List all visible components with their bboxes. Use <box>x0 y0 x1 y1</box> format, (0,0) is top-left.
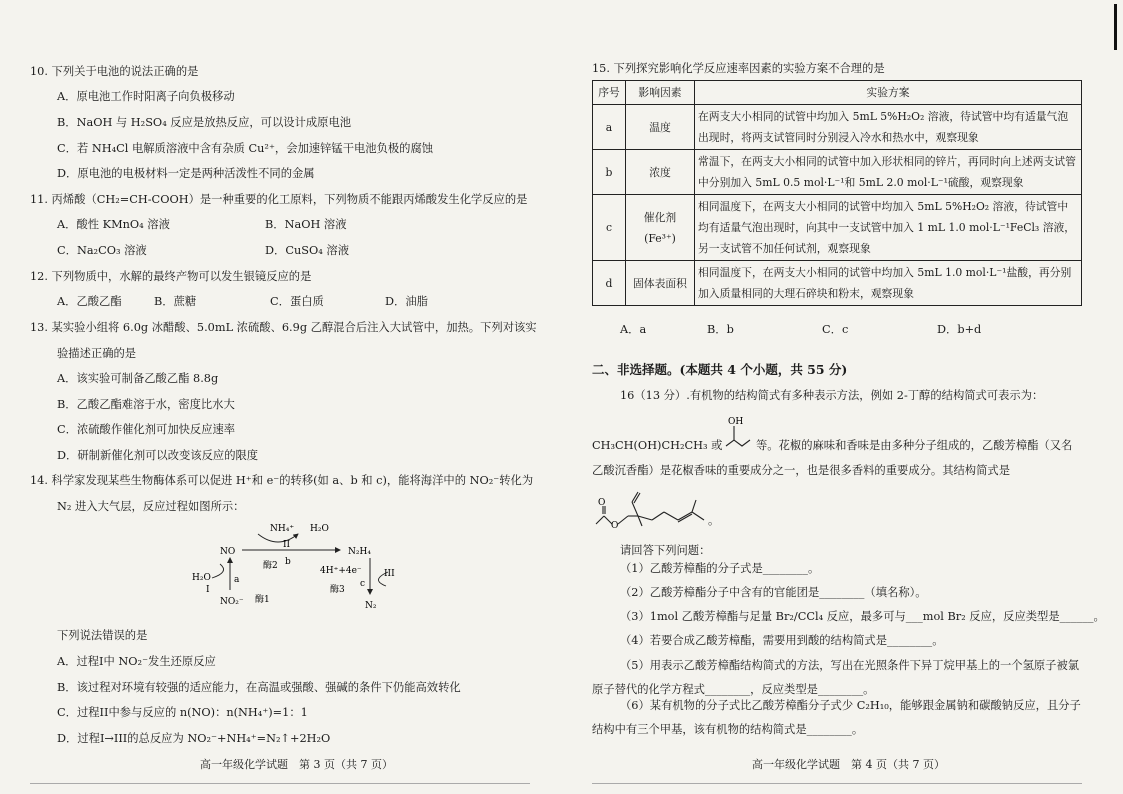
page-4-footer: 高一年级化学试题 第 4 页（共 7 页） <box>752 758 945 771</box>
label-iii: III <box>384 569 395 579</box>
q16-sub2: （2）乙酸芳樟酯分子中含有的官能团是________（填名称）。 <box>620 586 927 599</box>
table-row <box>593 261 1082 306</box>
q13-option-b: B．乙酸乙酯难溶于水，密度比水大 <box>57 398 235 411</box>
q14-question: 下列说法错误的是 <box>57 629 148 642</box>
q15-option-b: B．b <box>707 323 734 336</box>
q12-stem: 12. 下列物质中，水解的最终产物可以发生银镜反应的是 <box>30 270 312 283</box>
label-oh: OH <box>728 417 744 427</box>
q14-option-d: D．过程I→III的总反应为 NO₂⁻+NH₄⁺=N₂↑+2H₂O <box>57 732 331 745</box>
q10-stem: 10. 下列关于电池的说法正确的是 <box>30 65 199 78</box>
table-row <box>593 105 1082 150</box>
label-b: b <box>285 557 291 567</box>
q12-option-a: A．乙酸乙酯 <box>57 295 122 308</box>
section-2-heading: 二、非选择题。(本题共 4 个小题，共 55 分) <box>592 362 848 377</box>
row-c-factor: 催化剂(Fe³⁺) <box>626 195 695 261</box>
label-n2: N₂ <box>365 601 377 611</box>
table-row <box>593 150 1082 195</box>
q16-sub3: （3）1mol 乙酸芳樟酯与足量 Br₂/CCl₄ 反应，最多可与___mol Br₂ 反应，反应类型是______。 <box>620 610 1105 623</box>
q14-option-a: A．过程I中 NO₂⁻发生还原反应 <box>57 655 216 668</box>
header-no: 序号 <box>593 81 626 105</box>
arrow-h2o-a <box>212 564 224 578</box>
q16-sub6-line2: 结构中有三个甲基，该有机物的结构简式是________。 <box>592 723 864 736</box>
q12-option-d: D．油脂 <box>385 295 428 308</box>
table-header-row <box>593 81 1082 105</box>
q13-stem-line2: 验描述正确的是 <box>57 347 137 360</box>
q11-stem: 11. 丙烯酸（CH₂=CH-COOH）是一种重要的化工原料，下列物质不能跟丙烯酸发生化学反应的是 <box>30 193 528 206</box>
q10-option-d: D．原电池的电极材料一定是两种活泼性不同的金属 <box>57 167 315 180</box>
q15-stem: 15. 下列探究影响化学反应速率因素的实验方案不合理的是 <box>592 62 885 75</box>
q16-formula: CH₃CH(OH)CH₂CH₃ 或 <box>592 439 723 452</box>
q12-option-b: B．蔗糖 <box>154 295 197 308</box>
q16-stem: 16（13 分）.有机物的结构简式有多种表示方法，例如 2-丁醇的结构简式可表示为： <box>620 389 1044 402</box>
q12-option-c: C．蛋白质 <box>270 295 324 308</box>
label-enzyme2: 酶2 <box>263 561 278 571</box>
structure-period: 。 <box>708 514 720 527</box>
row-c-no: c <box>593 195 626 261</box>
q15-option-a: A．a <box>620 323 647 336</box>
row-b-factor: 浓度 <box>626 150 695 195</box>
label-no2: NO₂⁻ <box>220 597 244 607</box>
q13-option-a: A．该实验可制备乙酸乙酯 8.8g <box>57 372 219 385</box>
label-h2o-top: H₂O <box>310 524 329 534</box>
label-no: NO <box>220 547 236 557</box>
label-ii: II <box>283 540 291 550</box>
q14-stem-line1: 14. 科学家发现某些生物酶体系可以促进 H⁺和 e⁻的转移(如 a、b 和 c)，能将海洋中的 NO₂⁻转化为 <box>30 474 534 487</box>
q16-sub1: （1）乙酸芳樟酯的分子式是________。 <box>620 562 820 575</box>
page-3-bottom-rule <box>30 783 530 784</box>
q13-option-c: C．浓硫酸作催化剂可加快反应速率 <box>57 423 236 436</box>
label-h2o-left: H₂O <box>192 573 211 583</box>
header-factor: 影响因素 <box>626 81 695 105</box>
q16-sub5-line1: （5）用表示乙酸芳樟酯结构简式的方法，写出在光照条件下异丁烷甲基上的一个氢原子被氯 <box>620 659 1080 672</box>
label-n2h4: N₂H₄ <box>348 547 371 557</box>
q16-sub4: （4）若要合成乙酸芳樟酯，需要用到酸的结构简式是________。 <box>620 634 944 647</box>
label-ester-o: O <box>611 521 619 531</box>
header-plan: 实验方案 <box>695 81 1082 105</box>
butanol-skeletal-formula <box>724 414 754 452</box>
q13-option-d: D．研制新催化剂可以改变该反应的限度 <box>57 449 259 462</box>
q15-table <box>592 80 1082 306</box>
row-a-no: a <box>593 105 626 150</box>
q10-option-b: B．NaOH 与 H₂SO₄ 反应是放热反应，可以设计成原电池 <box>57 116 352 129</box>
row-b-no: b <box>593 150 626 195</box>
reaction-diagram <box>190 520 420 615</box>
scan-edge-mark <box>1114 4 1117 50</box>
label-enzyme1: 酶1 <box>255 595 270 605</box>
label-i: I <box>206 585 210 595</box>
row-a-plan: 在两支大小相同的试管中均加入 5mL 5%H₂O₂ 溶液，待试管中均有适量气泡出现时，将两支试管同时分别浸入冷水和热水中，观察现象 <box>695 105 1082 150</box>
row-c-plan: 相同温度下，在两支大小相同的试管中均加入 5mL 5%H₂O₂ 溶液，待试管中均有适量气泡出现时，向其中一支试管中加入 1 mL 1.0 mol·L⁻¹FeCl₃ 溶液，另一支试管不加任何试剂，观察现象 <box>695 195 1082 261</box>
row-a-factor: 温度 <box>626 105 695 150</box>
q14-option-c: C．过程II中参与反应的 n(NO)：n(NH₄⁺)=1：1 <box>57 706 308 719</box>
page-4 <box>592 0 1105 794</box>
row-d-no: d <box>593 261 626 306</box>
q16-sub5-line2: 原子替代的化学方程式________，反应类型是________。 <box>592 683 875 696</box>
page-3 <box>30 0 540 794</box>
label-carbonyl-o: O <box>598 498 606 508</box>
q16-line3: 乙酸沉香酯）是花椒香味的重要成分之一，也是很多香料的重要成分。其结构简式是 <box>592 464 1010 477</box>
label-nh4: NH₄⁺ <box>270 524 295 534</box>
q10-option-a: A．原电池工作时阳离子向负极移动 <box>57 90 235 103</box>
q16-line2: 等。花椒的麻味和香味是由多种分子组成的，乙酸芳樟酯（又名 <box>756 439 1073 452</box>
page-4-bottom-rule <box>592 783 1082 784</box>
q16-ask: 请回答下列问题： <box>620 544 711 557</box>
q15-option-d: D．b+d <box>937 323 982 336</box>
label-4h-4e: 4H⁺+4e⁻ <box>320 566 362 576</box>
q11-option-b: B．NaOH 溶液 <box>265 218 347 231</box>
q10-option-c: C．若 NH₄Cl 电解质溶液中含有杂质 Cu²⁺，会加速锌锰干电池负极的腐蚀 <box>57 142 434 155</box>
q11-option-a: A．酸性 KMnO₄ 溶液 <box>57 218 170 231</box>
q14-stem-line2: N₂ 进入大气层，反应过程如图所示： <box>57 500 245 513</box>
page-3-footer: 高一年级化学试题 第 3 页（共 7 页） <box>200 758 393 771</box>
table-row <box>593 195 1082 261</box>
q11-option-c: C．Na₂CO₃ 溶液 <box>57 244 147 257</box>
q11-option-d: D．CuSO₄ 溶液 <box>265 244 349 257</box>
q16-sub6-line1: （6）某有机物的分子式比乙酸芳樟酯分子式少 C₂H₁₀，能够跟金属钠和碳酸钠反应，且分子 <box>620 699 1081 712</box>
row-d-plan: 相同温度下，在两支大小相同的试管中均加入 5mL 1.0 mol·L⁻¹盐酸，再分别加入质量相同的大理石碎块和粉末，观察现象 <box>695 261 1082 306</box>
q13-stem-line1: 13. 某实验小组将 6.0g 冰醋酸、5.0mL 浓硫酸、6.9g 乙醇混合后注入大试管中，加热。下列对该实 <box>30 321 537 334</box>
label-a: a <box>234 575 240 585</box>
row-b-plan: 常温下，在两支大小相同的试管中加入形状相同的锌片，再同时向上述两支试管中分别加入 5mL 0.5 mol·L⁻¹和 5mL 2.0 mol·L⁻¹硫酸，观察现象 <box>695 150 1082 195</box>
arrow-nh4-to-h2o <box>258 534 298 542</box>
q15-option-c: C．c <box>822 323 849 336</box>
label-enzyme3: 酶3 <box>330 585 345 595</box>
row-d-factor: 固体表面积 <box>626 261 695 306</box>
q14-option-b: B．该过程对环境有较强的适应能力，在高温或强酸、强碱的条件下仍能高效转化 <box>57 681 461 694</box>
label-c: c <box>360 579 366 589</box>
